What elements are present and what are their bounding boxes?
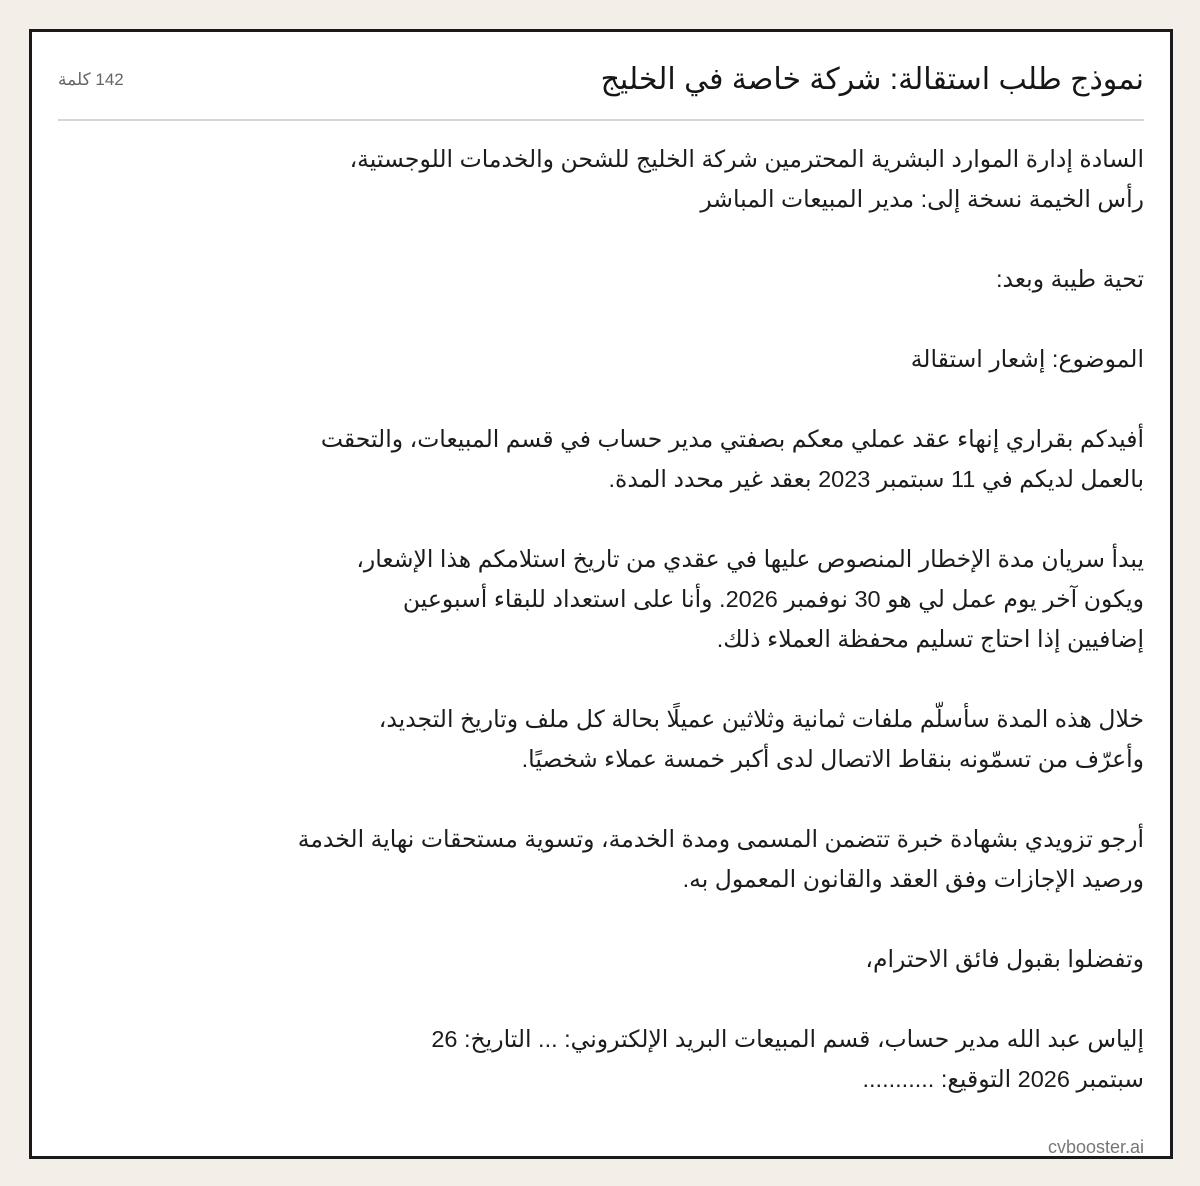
subject (244, 339, 1144, 379)
address-line: السادة إدارة الموارد البشرية المحترمين شركة الخليج للشحن والخدمات اللوجستية، (349, 146, 1144, 172)
signature-line: إلياس عبد الله مدير حساب، قسم المبيعات البريد الإلكتروني: ... التاريخ: 26 (431, 1026, 1144, 1052)
word-count: 142 كلمة (58, 70, 124, 89)
letter-card (29, 29, 1173, 1159)
closing-text: وتفضلوا بقبول فائق الاحترام، (865, 946, 1144, 972)
address-block (244, 139, 1144, 219)
signature-block (244, 1019, 1144, 1099)
address-line: رأس الخيمة نسخة إلى: مدير المبيعات المباشر (700, 186, 1144, 212)
paragraph-line: وأعرّف من تسمّونه بنقاط الاتصال لدى أكبر خمسة عملاء شخصيًا. (521, 746, 1144, 772)
paragraph-line: ورصيد الإجازات وفق العقد والقانون المعمول به. (682, 866, 1144, 892)
paragraph-notice-period (244, 539, 1144, 659)
paragraph-line: يبدأ سريان مدة الإخطار المنصوص عليها في عقدي من تاريخ استلامكم هذا الإشعار، (356, 546, 1144, 572)
paragraph-resignation (244, 419, 1144, 499)
letter-body (244, 139, 1144, 1099)
paragraph-line: أرجو تزويدي بشهادة خبرة تتضمن المسمى ومدة الخدمة، وتسوية مستحقات نهاية الخدمة (297, 826, 1144, 852)
document-header (58, 32, 1144, 121)
document-title: نموذج طلب استقالة: شركة خاصة في الخليج (600, 63, 1144, 96)
brand-watermark: cvbooster.ai (1047, 1137, 1144, 1157)
greeting-text: تحية طيبة وبعد: (995, 266, 1144, 292)
greeting (244, 259, 1144, 299)
paragraph-line: إضافيين إذا احتاج تسليم محفظة العملاء ذلك. (716, 626, 1144, 652)
paragraph-handover (244, 699, 1144, 779)
paragraph-requests (244, 819, 1144, 899)
closing (244, 939, 1144, 979)
paragraph-line: خلال هذه المدة سأسلّم ملفات ثمانية وثلاثين عميلًا بحالة كل ملف وتاريخ التجديد، (378, 706, 1144, 732)
paragraph-line: بالعمل لديكم في 11 سبتمبر 2023 بعقد غير محدد المدة. (608, 466, 1144, 492)
signature-line: سبتمبر 2026 التوقيع: ........... (862, 1066, 1144, 1092)
paragraph-line: ويكون آخر يوم عمل لي هو 30 نوفمبر 2026. وأنا على استعداد للبقاء أسبوعين (402, 586, 1144, 612)
paragraph-line: أفيدكم بقراري إنهاء عقد عملي معكم بصفتي مدير حساب في قسم المبيعات، والتحقت (320, 426, 1144, 452)
subject-text: الموضوع: إشعار استقالة (910, 346, 1144, 372)
